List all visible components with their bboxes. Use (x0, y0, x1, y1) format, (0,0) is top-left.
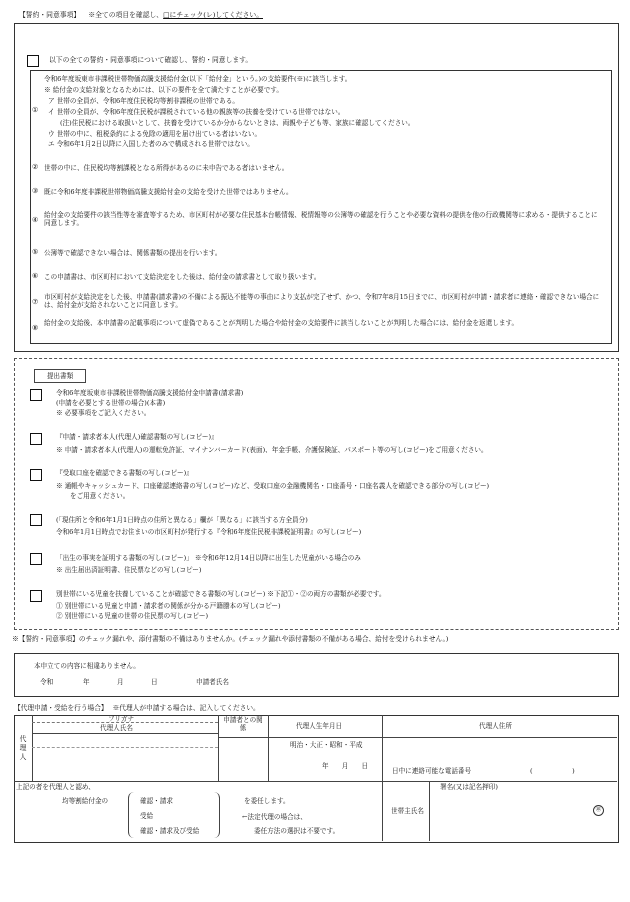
appoint-right2: ←法定代理の場合は、 (242, 813, 307, 821)
pledge-item-5: 公簿等で確認できない場合は、関係書類の提出を行います。 (44, 249, 222, 257)
proxy-name-input[interactable] (34, 749, 216, 779)
pledge-note: ※ 給付金の支給対象となるためには、以下の要件を全て満たすことが必要です。 (44, 86, 283, 94)
doc-checkbox-1[interactable] (30, 389, 42, 401)
pledge-marker-1: ① (32, 106, 39, 114)
pledge-item-2: 世帯の中に、住民税均等割課税となる所得があるのに未申告である者はいません。 (44, 164, 289, 172)
pledge-marker-4: ④ (32, 216, 39, 224)
address-header-line (382, 737, 617, 738)
doc-checkbox-5[interactable] (30, 553, 42, 565)
col-proxy-name: 代理人氏名 (100, 724, 133, 732)
appoint-right1: を委任します。 (244, 797, 290, 805)
pledge-item-6: この申請書は、市区町村において支給決定をした後は、給付金の請求書として取り扱います。 (44, 273, 321, 281)
pledge-marker-2: ② (32, 163, 39, 171)
pledge-req-b-note: (注)住民税における取扱いとして、扶養を受けているか分からないときは、両親や子ども等、家族に確認してください。 (60, 119, 415, 127)
birth-ymd: 年 月 日 (322, 762, 369, 770)
doc-6-sub1: ① 別世帯にいる児童と申請・請求者の関係が分かる戸籍謄本の写し(コピー) (56, 602, 281, 610)
signature-note: 署名(又は記名押印) (440, 783, 498, 791)
pledge-req-d: エ 令和6年1月2日以降に入国した者のみで構成される世帯ではない。 (48, 140, 254, 148)
option-confirm-claim[interactable]: 確認・請求 (140, 797, 173, 805)
pledge-marker-3: ③ (32, 187, 39, 195)
doc-5-sub1: ※ 出生届出済証明書、住民票などの写し(コピー) (56, 566, 202, 574)
col-address: 代理人住所 (479, 722, 512, 730)
proxy-header: 【代理申請・受給を行う場合】 ※代理人が申請する場合は、記入してください。 (14, 704, 260, 712)
doc-1-title: 令和6年度坂東市非課税世帯物価高騰支援給付金申請書(請求書) (56, 389, 244, 397)
doc-2-sub1: ※ 申請・請求者本人(代理人)の運転免許証、マイナンバーカード(表面)、年金手帳、介護保険証、パスポート等の写し(コピー)をご用意ください。 (56, 446, 488, 454)
pledge-item-3: 既に令和6年度非課税世帯物価高騰支援給付金の支給を受けた世帯ではありません。 (44, 188, 293, 196)
option-confirm-claim-receive[interactable]: 確認・請求及び受給 (140, 827, 200, 835)
householder-signature-input[interactable] (432, 794, 582, 838)
declaration-text: 本申立ての内容に相違ありません。 (34, 662, 140, 670)
appoint-right3: 委任方法の選択は不要です。 (254, 827, 340, 835)
doc-1-sub2: ※ 必要事項をご記入ください。 (56, 409, 151, 417)
declaration-month: 月 (117, 678, 124, 686)
doc-2-title: 『申請・請求者本人(代理人)確認書類の写し(コピー)』 (56, 433, 218, 441)
doc-5-title: 「出生の事実を証明する書類の写し(コピー)」 ※令和6年12月14日以降に出生した児童がいる場合のみ (56, 554, 361, 562)
appoint-line1: 上記の者を代理人と認め、 (16, 783, 95, 791)
doc-4-title: (「現住所と令和6年1月1日時点の住所と異なる」欄が「異なる」に該当する方全員分) (56, 516, 308, 524)
doc-6-sub2: ② 別世帯にいる児童の世帯の住民票の写し(コピー) (56, 612, 209, 620)
pledge-item-1: 令和6年度坂東市非課税世帯物価高騰支援給付金(以下「給付金」という。)の支給要件(※)に該当します。 (44, 75, 352, 83)
furigana-input[interactable] (34, 734, 216, 746)
pledge-item-4: 給付金の支給要件の該当性等を審査等するため、市区町村が必要な住民基本台帳情報、税情報等の公簿等の確認を行うことや必要な資料の提供を他の行政機関等に求める・提供することに同意します。 (44, 211, 598, 228)
birth-header-line (268, 737, 382, 738)
doc-6-title: 別世帯にいる児童を扶養していることが確認できる書類の写し(コピー) ※下記①・②の両方の書類が必要です。 (56, 590, 386, 598)
applicant-name-label: 申請者氏名 (196, 678, 229, 686)
pledge-item-8: 給付金の支給後、本申請書の記載事項について虚偽であることが判明した場合や給付金の支給要件に該当しないことが判明した場合には、給付金を返還します。 (44, 319, 519, 327)
doc-4-sub1: 令和6年1月1日時点でお住まいの市区町村が発行する『令和6年度住民税非課税証明書』の写し(コピー) (56, 528, 362, 536)
declaration-era: 令和 (40, 678, 54, 686)
phone-label: 日中に連絡可能な電話番号 (392, 767, 472, 775)
address-input[interactable] (384, 739, 614, 763)
doc-checkbox-4[interactable] (30, 514, 42, 526)
phone-paren[interactable]: ( ) (530, 767, 575, 775)
pledge-marker-8: ⑧ (32, 324, 39, 332)
doc-checkbox-3[interactable] (30, 469, 42, 481)
relation-header-line (218, 737, 268, 738)
warning-text: ※【誓約・同意事項】のチェック漏れや、添付書類の不備はありませんか。(チェック漏れや添付書類の不備がある場合、給付を受けられません。) (12, 635, 449, 643)
documents-header: 提出書類 (34, 369, 86, 383)
seal-icon: ㊞ (593, 805, 604, 816)
proxy-side-label: 代理人 (14, 715, 33, 781)
col-furigana: フリガナ (108, 715, 135, 723)
doc-3-sub2: をご用意ください。 (70, 492, 130, 500)
doc-checkbox-2[interactable] (30, 433, 42, 445)
birth-era-options[interactable]: 明治・大正・昭和・平成 (290, 741, 363, 749)
pledge-req-a: ア 世帯の全員が、令和6年度住民税均等割非課税の世帯である。 (48, 97, 239, 105)
declaration-day: 日 (151, 678, 158, 686)
pledge-header: 【誓約・同意事項】 ※全ての項目を確認し、□にチェック(レ)してください。 (19, 11, 263, 19)
furigana-input-line (32, 747, 218, 748)
option-receive[interactable]: 受給 (140, 812, 154, 820)
pledge-req-c: ウ 世帯の中に、租税条約による免除の適用を届け出ている者はいない。 (48, 130, 262, 138)
col-birth: 代理人生年月日 (296, 722, 343, 730)
pledge-marker-5: ⑤ (32, 248, 39, 256)
doc-3-sub1: ※ 通帳やキャッシュカード、口座確認連絡書の写し(コピー)など、受取口座の金融機関名・口座番号・口座名義人を確認できる部分の写し(コピー) (56, 482, 490, 490)
col-relation: 申請者との関係 (223, 716, 263, 733)
doc-checkbox-6[interactable] (30, 590, 42, 602)
declaration-year: 年 (83, 678, 90, 686)
declaration-box (14, 653, 619, 697)
relation-input[interactable] (220, 739, 266, 779)
pledge-marker-6: ⑥ (32, 272, 39, 280)
pledge-confirm-label: 以下の全ての誓約・同意事項について確認し、誓約・同意します。 (49, 56, 253, 64)
householder-label: 世帯主氏名 (391, 807, 424, 815)
pledge-req-b: イ 世帯の全員が、令和6年度住民税が課税されている他の親族等の扶養を受けている世帯ではない。 (48, 108, 345, 116)
pledge-confirm-checkbox[interactable] (27, 55, 39, 67)
pledge-marker-7: ⑦ (32, 298, 39, 306)
pledge-item-7: 市区町村が支給決定をした後、申請書(請求書)の不備による振込不能等の事由により支払が完了せず、かつ、令和7年8月15日までに、市区町村が申請・請求者に連絡・確認できない場合には、給付金が支給されないことに同意します。 (44, 293, 600, 310)
proxy-row-divider (14, 781, 617, 782)
doc-1-sub1: (申請を必要とする世帯の場合)(本書) (56, 399, 166, 407)
appoint-left: 均等割給付金の (62, 797, 109, 805)
doc-3-title: 『受取口座を確認できる書類の写し(コピー)』 (56, 469, 193, 477)
